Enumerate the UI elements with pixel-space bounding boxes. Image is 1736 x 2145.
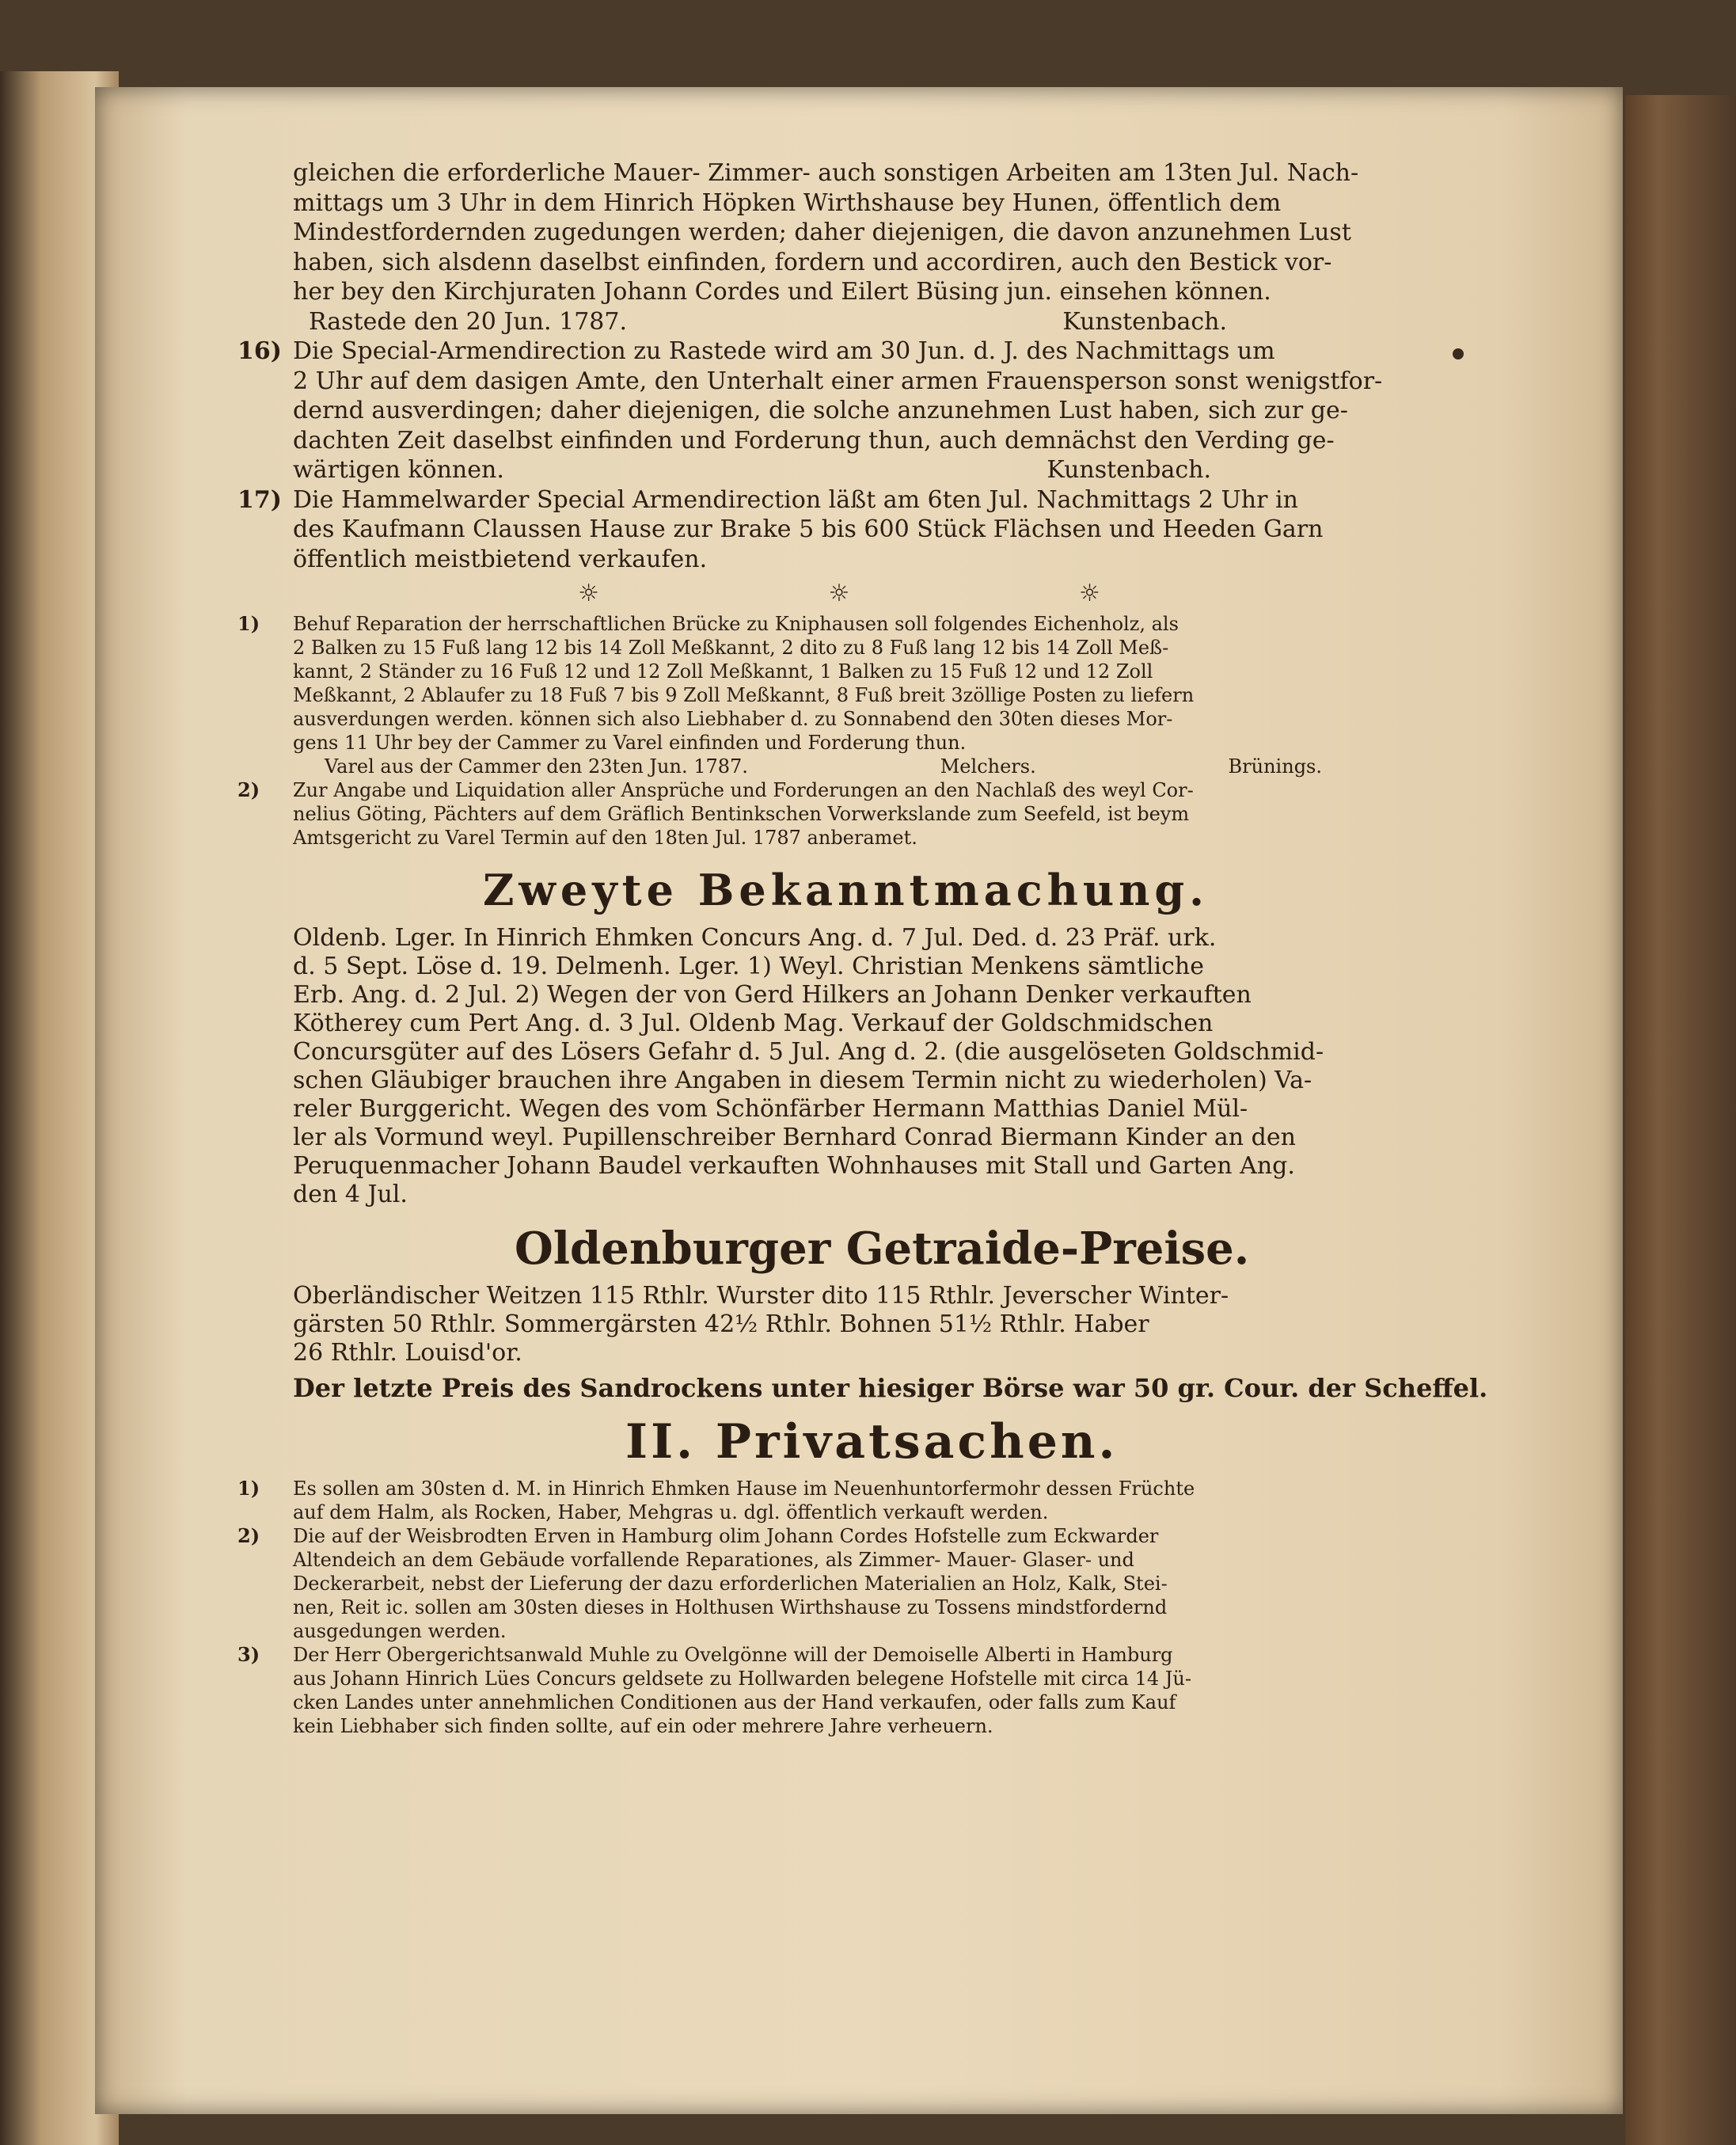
- item-number: 2): [237, 1523, 260, 1547]
- notice-item-16: [237, 337, 1385, 485]
- continuation-paragraph: [293, 158, 1385, 337]
- text-line: Oberländischer Weitzen 115 Rthlr. Wurster dito 115 Rthlr. Jeverscher Winter-: [293, 1281, 1229, 1310]
- varel-notice-2: [237, 778, 1385, 850]
- text-line: gärsten 50 Rthlr. Sommergärsten 42½ Rthlr. Bohnen 51½ Rthlr. Haber: [293, 1310, 1149, 1338]
- text-line: des Kaufmann Claussen Hause zur Brake 5 bis 600 Stück Flächsen und Heeden Garn: [293, 515, 1324, 543]
- text-line: nelius Göting, Pächters auf dem Gräflich Bentinkschen Vorwerkslande zum Seefeld, ist beym: [293, 802, 1190, 825]
- signatory: Kunstenbach.: [1062, 307, 1227, 336]
- text-line: öffentlich meistbietend verkaufen.: [293, 545, 708, 573]
- text-line: aus Johann Hinrich Lües Concurs geldsete zu Hollwarden belegene Hofstelle mit circa 14 Jü-: [293, 1667, 1191, 1690]
- text-line: Amtsgericht zu Varel Termin auf den 18ten Jul. 1787 anberamet.: [293, 826, 917, 849]
- section-heading-zweyte: Zweyte Bekanntmachung.: [483, 864, 1209, 915]
- text-line: 2 Uhr auf dem dasigen Amte, den Unterhalt einer armen Frauensperson sonst wenigstfor-: [293, 367, 1383, 395]
- text-line: reler Burggericht. Wegen des vom Schönfärber Hermann Matthias Daniel Mül-: [293, 1094, 1248, 1123]
- text-line: cken Landes unter annehmlichen Conditionen aus der Hand verkaufen, oder falls zum Kauf: [293, 1691, 1176, 1713]
- text-line: gens 11 Uhr bey der Cammer zu Varel einfinden und Forderung thun.: [293, 731, 967, 754]
- text-line: Der letzte Preis des Sandrockens unter hiesiger Börse war 50 gr. Cour. der Scheffel.: [293, 1372, 1488, 1403]
- ink-spot: [1453, 348, 1464, 359]
- item-number: 17): [237, 485, 282, 514]
- signature-line: [293, 307, 1385, 337]
- item-number: 1): [237, 611, 260, 635]
- text-line: Meßkannt, 2 Ablaufer zu 18 Fuß 7 bis 9 Zoll Meßkannt, 8 Fuß breit 3zöllige Posten zu liefern: [293, 683, 1195, 706]
- place-date: Rastede den 20 Jun. 1787.: [309, 307, 628, 336]
- text-line: Die auf der Weisbrodten Erven in Hamburg olim Johann Cordes Hofstelle zum Eckwarder: [293, 1524, 1159, 1547]
- text-line: dachten Zeit daselbst einfinden und Forderung thun, auch demnächst den Verding ge-: [293, 426, 1335, 454]
- privat-item-3: [237, 1642, 1385, 1738]
- text-line: dernd ausverdingen; daher diejenigen, die solche anzunehmen Lust haben, sich zur ge-: [293, 397, 1348, 424]
- page-content: [237, 158, 1488, 1738]
- signatory: Kunstenbach.: [1047, 456, 1211, 484]
- signature-line: [293, 455, 1385, 485]
- signatory: Melchers.: [940, 755, 1036, 778]
- text-line: Oldenb. Lger. In Hinrich Ehmken Concurs Ang. d. 7 Jul. Ded. d. 23 Präf. urk.: [293, 923, 1217, 952]
- text-line: nen, Reit ic. sollen am 30sten dieses in Holthusen Wirthshause zu Tossens mindstfordernd: [293, 1595, 1168, 1618]
- privat-item-2: [237, 1523, 1385, 1643]
- text-line: Behuf Reparation der herrschaftlichen Brücke zu Kniphausen soll folgendes Eichenholz, als: [293, 612, 1179, 635]
- text-line: d. 5 Sept. Löse d. 19. Delmenh. Lger. 1) Weyl. Christian Menkens sämtliche: [293, 952, 1204, 980]
- text-line: Zur Angabe und Liquidation aller Ansprüche und Forderungen an den Nachlaß des weyl Cor-: [293, 778, 1194, 801]
- item-number: 3): [237, 1642, 260, 1666]
- item-number: 2): [237, 778, 260, 801]
- privat-item-1: [237, 1476, 1385, 1524]
- notice-item-17: [237, 485, 1385, 575]
- signatory: Brünings.: [1228, 755, 1322, 778]
- text-line: gleichen die erforderliche Mauer- Zimmer- auch sonstigen Arbeiten am 13ten Jul. Nach-: [293, 159, 1359, 187]
- text-line: Erb. Ang. d. 2 Jul. 2) Wegen der von Gerd Hilkers an Johann Denker verkauften: [293, 980, 1252, 1009]
- text-line: ler als Vormund weyl. Pupillenschreiber Bernhard Conrad Biermann Kinder an den: [293, 1123, 1296, 1151]
- text-line: Die Special-Armendirection zu Rastede wird am 30 Jun. d. J. des Nachmittags um: [293, 337, 1275, 365]
- text-line: 2 Balken zu 15 Fuß lang 12 bis 14 Zoll Meßkannt, 2 dito zu 8 Fuß lang 12 bis 14 Zoll Meß-: [293, 636, 1169, 659]
- text-line: auf dem Halm, als Rocken, Haber, Mehgras u. dgl. öffentlich verkauft werden.: [293, 1500, 1049, 1523]
- text-line: Mindestfordernden zugedungen werden; daher diejenigen, die davon anzunehmen Lust: [293, 219, 1351, 246]
- text-line: kein Liebhaber sich finden sollte, auf ein oder mehrere Jahre verheuern.: [293, 1714, 993, 1737]
- text-line: schen Gläubiger brauchen ihre Angaben in diesem Termin nicht zu wiederholen) Va-: [293, 1066, 1312, 1094]
- text-line: kannt, 2 Ständer zu 16 Fuß 12 und 12 Zoll Meßkannt, 1 Balken zu 15 Fuß 12 und 12 Zoll: [293, 660, 1153, 683]
- text-line: Concursgüter auf des Lösers Gefahr d. 5 Jul. Ang d. 2. (die ausgelöseten Goldschmid-: [293, 1037, 1324, 1066]
- varel-notice-1: [237, 611, 1385, 778]
- text-line: her bey den Kirchjuraten Johann Cordes und Eilert Büsing jun. einsehen können.: [293, 278, 1271, 306]
- text-line: Peruquenmacher Johann Baudel verkauften Wohnhauses mit Stall und Garten Ang.: [293, 1151, 1295, 1180]
- text-line: den 4 Jul.: [293, 1180, 408, 1208]
- text-line: Kötherey cum Pert Ang. d. 3 Jul. Oldenb Mag. Verkauf der Goldschmidschen: [293, 1009, 1214, 1037]
- zweyte-paragraph: [293, 924, 1385, 1209]
- text-line: 26 Rthlr. Louisd'or.: [293, 1338, 522, 1367]
- text-line: haben, sich alsdenn daselbst einfinden, fordern und accordiren, auch den Bestick vor-: [293, 248, 1332, 276]
- text-line: Die Hammelwarder Special Armendirection läßt am 6ten Jul. Nachmittags 2 Uhr in: [293, 485, 1298, 514]
- text-line: wärtigen können.: [293, 456, 504, 484]
- item-number: 16): [237, 337, 282, 365]
- ornament-divider: ☼ ☼ ☼: [578, 580, 1211, 607]
- preise-paragraph: [293, 1281, 1488, 1403]
- text-line: Der Herr Obergerichtsanwald Muhle zu Ovelgönne will der Demoiselle Alberti in Hamburg: [293, 1643, 1173, 1666]
- section-heading-preise: Oldenburger Getraide-Preise.: [515, 1222, 1250, 1275]
- text-line: Es sollen am 30sten d. M. in Hinrich Ehmken Hause im Neuenhuntorfermohr dessen Früchte: [293, 1477, 1195, 1500]
- text-line: Deckerarbeit, nebst der Lieferung der dazu erforderlichen Materialien an Holz, Kalk, Stei-: [293, 1572, 1168, 1595]
- place-date: Varel aus der Cammer den 23ten Jun. 1787.: [325, 755, 748, 778]
- text-line: Altendeich an dem Gebäude vorfallende Reparationes, als Zimmer- Mauer- Glaser- und: [293, 1548, 1134, 1571]
- item-number: 1): [237, 1476, 260, 1500]
- text-line: mittags um 3 Uhr in dem Hinrich Höpken Wirthshause bey Hunen, öffentlich dem: [293, 188, 1282, 217]
- text-line: ausgedungen werden.: [293, 1619, 507, 1642]
- text-line: ausverdungen werden. können sich also Liebhaber d. zu Sonnabend den 30ten dieses Mor-: [293, 707, 1173, 730]
- signature-line: [293, 755, 1385, 778]
- section-heading-privat: II. Privatsachen.: [625, 1413, 1119, 1470]
- right-page-edge: [1625, 95, 1736, 2145]
